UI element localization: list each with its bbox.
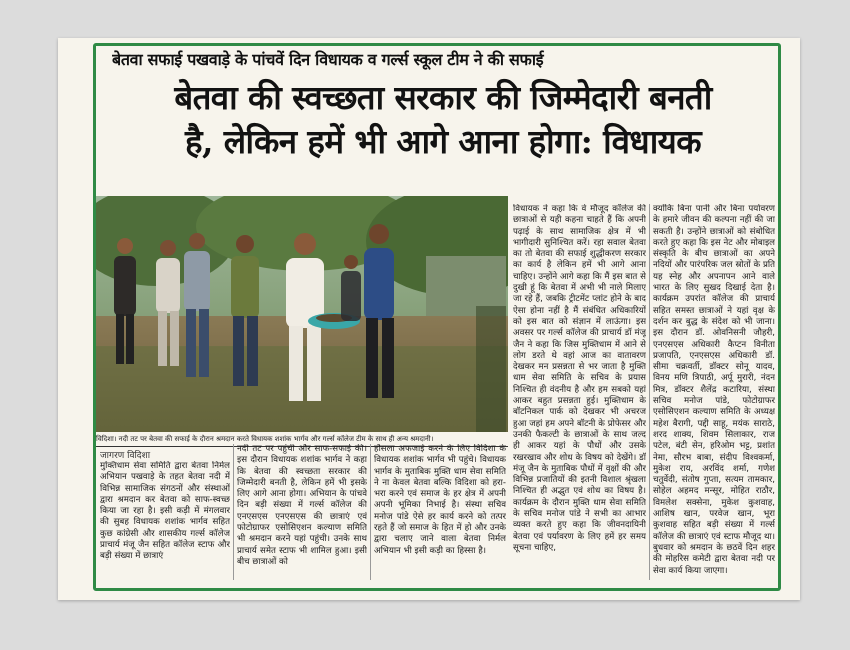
article-headline [108, 76, 778, 164]
article-column-3 [374, 444, 506, 579]
cleanup-photo-image [96, 196, 508, 432]
article-column-4 [513, 204, 646, 579]
article-column-5 [653, 204, 775, 579]
headline-line-2: है, लेकिन हमें भी आगे आना होगा: विधायक [185, 122, 701, 161]
column-divider [649, 204, 650, 580]
article-byline: जागरण विदिशा [100, 451, 151, 461]
column-1-text: मुक्तिधाम सेवा समिति द्वारा बेतवा निर्मल अभियान पखवाड़े के तहत बेतवा नदी में विभिन्न सामाजिक संगठनों और संस्थाओं द्वारा श्रमदान कर बेतवा को साफ-स्वच्छ किया जा रहा है। इसी कड़ी में मंगलवार की सुबह विधायक शशांक भार्गव सहित कुछ कांग्रेसी और शासकीय गर्ल्स कॉलेज प्राचार्य मंजू जैन सहित कॉलेज स्टाफ और बड़ी संख्या में छात्राएं [100, 461, 230, 562]
headline-line-1: बेतवा की स्वच्छता सरकार की जिम्मेदारी बनती [174, 78, 712, 117]
photo-caption: विदिशा। नदी तट पर बेतवा की सफाई के दौरान श्रमदान करते विधायक शशांक भार्गव और गर्ल्स कॉलेज टीम के साथ ही अन्य श्रमदानी। [96, 432, 508, 447]
column-divider [233, 444, 234, 580]
article-kicker: बेतवा सफाई पखवाड़े के पांचवें दिन विधायक व गर्ल्स स्कूल टीम ने की सफाई [112, 50, 544, 69]
column-divider [370, 444, 371, 580]
column-3-text: हौसला अफजाई करने के लिए विदिशा के विधायक शशांक भार्गव भी पहुंचे। विधायक भार्गव के मुताबिक मुक्ति धाम सेवा समिति ने ना केवल बेतवा बल्कि विदिशा को हरा-भरा करने एवं समाज के हर क्षेत्र में अपनी अपनी भूमिका निभाई है। संस्था सचिव मनोज पांडे ऐसे हर कार्य करने को तत्पर रहते हैं जो समाज के हित में हो और उनके द्वारा चलाए जाने वाला बेतवा निर्मल अभियान भी इसी कड़ी का हिस्सा है। [374, 444, 506, 556]
article-column-2 [237, 444, 367, 579]
column-4-text: विधायक ने कहा कि वे मौजूद कॉलेज की छात्राओं से यही कहना चाहते हैं कि अपनी पढ़ाई के साथ सामाजिक क्षेत्र में भी भागीदारी सुनिश्चित करें। रहा सवाल बेतवा का तो बेतवा की सफाई शुद्धीकरण सरकार का कार्य है लेकिन हमें भी आगे आना चाहिए। उन्होंने आगे कहा कि मैं इस बात से दुखी हूं कि बेतवा में अभी भी नाले मिलाए जा रहे हैं, जबकि ट्रीटमेंट प्लांट होने के बाद ऐसा होना नहीं है मैं संबंधित अधिकारियों को इस बात को संज्ञान में लाऊंगा। इस अवसर पर गर्ल्स कॉलेज की प्राचार्य डॉ मंजू जैन ने कहा कि जिस मुक्तिधाम में आने से लोग डरते थे वहां आज का वातावरण देखकर मन प्रसन्नता से भर जाता है मुक्ति धाम सेवा समिति के सचिव के प्रयास निश्चित ही वंदनीय है और हम सबको यहां आकर बहुत प्रसन्नता हुई। मुक्तिधाम के बॉटनिकल पार्क को देखकर भी अचरज हुआ जहां हम अपने बॉटनी के प्रोफेसर और उनकी फैकल्टी के छात्राओं के साथ जल्द ही आकर यहां के पौधों और उसके रखरखाव और शोध के विषय को देखेंगे। डॉ मंजू जैन के मुताबिक पौधों में वृक्षों की और विभिन्न प्रजातियों की इतनी विशाल श्रृंखला निश्चित ही अद्भुत एवं शोध का विषय है। कार्यक्रम के दौरान मुक्ति धाम सेवा समिति के सचिव मनोज पांडे ने सभी का आभार व्यक्त करते हुए कहा कि जीवनदायिनी बेतवा एवं पर्यावरण के लिए हमें हर समय सूचना चाहिए, [513, 204, 646, 553]
article-photo [96, 196, 508, 432]
column-2-text: नदी तट पर पहुंची और साफ-सफाई की। इस दौरान विधायक शशांक भार्गव ने कहा कि बेतवा की स्वच्छता सरकार की जिम्मेदारी बनती है, लेकिन हमें भी इसके लिए आगे आना होगा। अभियान के पांचवे दिन बड़ी संख्या में गर्ल्स कॉलेज की एनएसएस एनएसएस की छात्राएं एवं फोटोग्राफर एसोसिएशन कल्याण समिति भी श्रमदान करने यहां पहुंची। उनके साथ प्राचार्य समेत स्टाफ भी शामिल हुआ। इसी बीच छात्राओं को [237, 444, 367, 567]
article-column-1 [100, 461, 230, 579]
column-5-text: क्योंकि बिना पानी और बिना पर्यावरण के हमारे जीवन की कल्पना नहीं की जा सकती है। उन्होंने छात्राओं को संबोधित करते हुए कहा कि इस नेट और मोबाइल संस्कृति के बीच छात्राओं का अपने नदियों और पारंपरिक जल स्रोतों के प्रति यह स्नेह और अपनापन आने वाले भारत के लिए सुखद दिखाई देता है। कार्यक्रम उपरांत कॉलेज की प्राचार्य सहित समस्त छात्राओं ने यहां वृक्ष के दर्शन कर बुद्ध के संदेश को भी जाना। इस दौरान डॉ. ओवनिसनी जौहरी, एनएसएस अधिकारी कैप्टन विनीता प्रजापति, एनएसएस अधिकारी डॉ. सीमा चक्रवर्ती, डॉक्टर सोनू यादव, विनय मणि त्रिपाठी, अर्पू मुरारी, नंदन मित्र, डॉक्टर शैलेंद्र कटारिया, संस्था सचिव मनोज पांडे, फोटोग्राफर एसोसिएशन कल्याण समिति के अध्यक्ष महेश बैरागी, पद्दी साहू, मयंक साराठे, शरद शाक्य, शिवम सिलाकार, राज पटेल, बंटी सेन, हरिओम भट्ट, प्रशांत नेमा, सौरभ बाबा, संदीप विश्वकर्मा, मुकेश राय, अरविंद शर्मा, गणेश चतुर्वेदी, संतोष गुप्ता, सत्यम तामकार, सोहेल अहमद मन्सूर, मोहित राठौर, विमलेश सक्सेना, मुकेश कुशवाह, आशिष खान, परवेज खान, भूरा कुशवाह सहित बड़ी संख्या में गर्ल्स कॉलेज की छात्राएं एवं स्टाफ मौजूद था। बुधवार को श्रमदान के छठवें दिन शहर की मोहरिस कमेटी द्वारा बेतवा नदी पर सेवा कार्य किया जाएगा। [653, 204, 775, 576]
